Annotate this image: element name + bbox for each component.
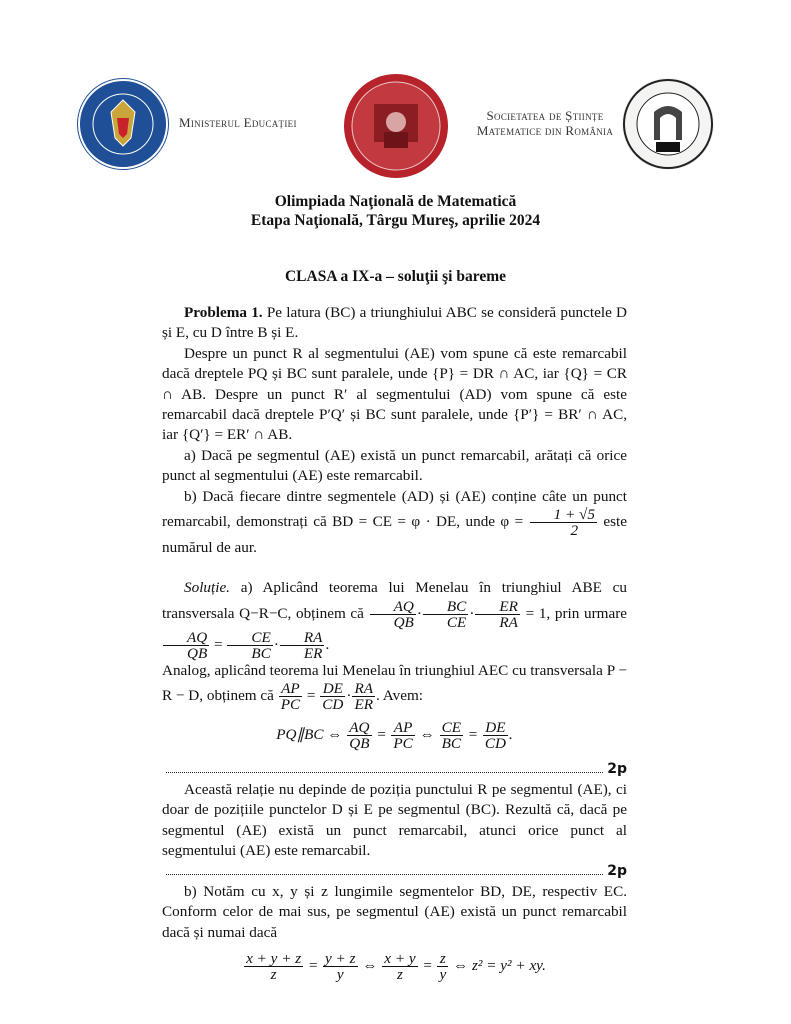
final-equation: $\frac{x + y + z}{z}$ = $\frac{y + z}{y}$ ⇔ $\frac{x + y}{z}$ = $\frac{z}{y}$ ⇔ z² = y² + xy. [246,949,546,983]
frac: PC [393,735,413,753]
frac: BC [251,644,271,662]
frac: ER [475,599,520,615]
solution-analog: Analog, aplicând teorema lui Menelau în triunghiul AEC cu transversala P − R − D, obținem că $\frac{AP}{PC}$ = $\frac{DE}{CD}$ · $\frac{RA}{ER}$ . Avem: [162,661,627,714]
part-b-tail: este numărul de aur. [162,513,628,557]
frac: QB [349,735,370,753]
frac: CE [227,630,272,646]
frac: x + y [384,949,416,967]
equivalence-equation: PQ∥BC ⇔ $\frac{AQ}{QB}$ = $\frac{AP}{PC}$ ⇔ $\frac{CE}{BC}$ = $\frac{DE}{CD}$ . [276,719,513,753]
problem-part-a: a) Dacă pe segmentul (AE) există un punct remarcabil, arătați că orice punct al segmentului (AE) este remarcabil. [162,446,627,485]
solution-text-2b: . Avem: [376,687,423,705]
frac: x + y + z [246,949,302,967]
ministry-name: Ministerul Educației [179,115,297,130]
problem-text: Pe latura (BC) a triunghiului ABC se consideră punctele D și E, cu D între B și E. [162,304,627,342]
ssmr-logo [622,78,714,170]
solution-label: Soluție. [184,579,230,597]
problem-part-b [162,487,627,559]
solution-text-3 [162,780,627,862]
problem-definition: Despre un punct R al segmentului (AE) vom spune că este remarcabil dacă dreptele PQ și BC sunt paralele, unde {P} = DR ∩ AC, iar {Q} = CR ∩ AB. Despre un punct R′ al segmentului (AD) vom spune că este remarcabil dacă dreptele P′Q′ și BC sunt paralele, unde {P′} = BR′ ∩ AC, iar {Q′} = ER′ ∩ AB. [162,344,627,444]
society-name [474,108,616,138]
stage-title: Etapa Naţională, Târgu Mureş, aprilie 2024 [250,212,541,229]
frac: RA [280,630,325,646]
phi-den: 2 [570,522,579,540]
frac: DE [320,681,345,697]
frac: ER [354,696,374,714]
frac: AQ [370,599,416,615]
frac: z [397,965,403,983]
olympiad-title: Olimpiada Naţională de Matematică [274,193,517,210]
frac: y [439,965,447,983]
s3-text: Această relație nu depinde de poziția punctului R pe segmentul (AE), ci doar de pozițiile punctelor D și E pe segmentul (BC). Rezultă că, dacă pe segmentul (AE) există un punct remarcabil, atunci orice punct al segmentului (AE) este remarcabil. [162,780,627,859]
phi-fraction [530,507,597,538]
solution-text-2: Analog, aplicând teorema lui Menelau în triunghiul AEC cu transversala P − R − D, obținem că [162,661,627,705]
frac: RA [354,680,374,698]
frac: y [336,965,344,983]
frac: y + z [325,949,356,967]
frac: CD [322,696,344,714]
government-logo [77,78,169,170]
frac: PC [280,696,301,714]
solution-b: b) Notăm cu x, y și z lungimile segmentelor BD, DE, respectiv EC. Conform celor de mai sus, pe segmentul (AE) există un punct remarcabil dacă și numai dacă [162,882,627,941]
points-line-1 [162,759,627,779]
eq-left: PQ∥BC ⇔ [276,726,343,744]
olympiad-logo [344,74,448,178]
document-body [162,303,627,990]
frac: CE [446,613,467,631]
problem-statement [162,303,627,344]
part-b-text: b) Dacă fiecare dintre segmentele (AD) și (AE) conține câte un punct remarcabil, demonstrați că BD = CE = φ · DE, unde φ = [162,487,627,531]
points-2: 2p [607,863,627,880]
solution-text-1b: = 1, prin urmare [525,604,627,622]
society-line1: Societatea de Științe [486,108,604,123]
frac: ER [303,644,323,662]
frac: BC [423,599,468,615]
frac: z [270,965,277,983]
solution-text-1: a) Aplicând teorema lui Menelau în triunghiul ABE cu transversala Q−R−C, obținem că [162,579,627,622]
frac: z [437,951,448,967]
frac: AP [391,720,414,736]
solution-a: Soluție. a) Aplicând teorema lui Menelau în triunghiul ABE cu transversala Q−R−C, obținem că $\frac{AQ}{QB}$ · $\frac{BC}{CE}$ · $\frac{ER}{RA}$ = 1, prin urmare $\frac{AQ}{QB}$ = $\frac{CE}{BC}$ · $\frac{RA}{ER}$ . [162,579,627,662]
points-1: 2p [607,761,627,778]
frac: RA [499,613,518,631]
final-relation: z² = y² + xy. [472,956,546,974]
points-line-2 [162,861,627,881]
frac: DE [483,720,508,736]
section-title: CLASA a IX-a – soluţii şi bareme [284,268,507,285]
frac: AQ [349,719,370,737]
frac: AP [279,681,302,697]
phi-num: 1 + √5 [530,507,597,523]
frac: BC [441,735,461,753]
problem-label: Problema 1. [184,304,263,321]
frac: QB [393,613,414,631]
frac: QB [187,644,208,662]
frac: AQ [163,630,209,646]
frac: CD [484,735,506,753]
society-line2: Matematice din România [476,123,614,138]
frac: CE [441,719,461,737]
